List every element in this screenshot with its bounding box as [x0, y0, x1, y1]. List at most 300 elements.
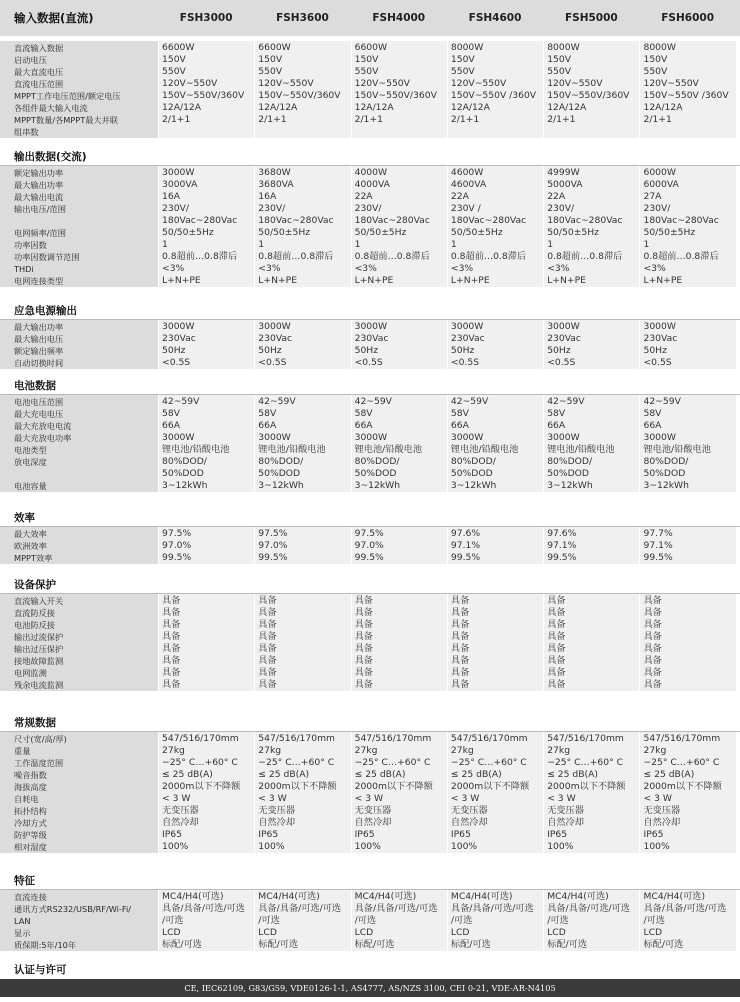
cell-value: [451, 126, 543, 138]
section-input: [0, 41, 740, 138]
cell-value: 50%DOD: [450, 468, 493, 479]
cell-value: 100%: [258, 841, 285, 852]
row-label: 电网监测: [14, 668, 47, 678]
label-column: [0, 320, 158, 369]
cell-value: 3000W: [450, 321, 484, 332]
model-column: [447, 41, 543, 138]
cell-value: ≤ 25 dB(A): [162, 769, 213, 780]
row-label: 额定输出功率: [14, 168, 64, 178]
cell-value: 3680VA: [258, 179, 294, 190]
cell-value: 97.5%: [162, 528, 192, 539]
cell-value: 42~59V: [450, 396, 489, 407]
cell-value: 4600W: [450, 167, 484, 178]
model-column: [158, 320, 254, 369]
cell-value: 547/516/170mm: [450, 733, 528, 744]
cell-value: 80%DOD/: [162, 456, 207, 467]
cell-value: 50%DOD: [258, 468, 301, 479]
row-label: 直流输入开关: [14, 596, 64, 606]
cell-value: 100%: [354, 841, 381, 852]
cell-value: −25° C…+60° C: [162, 757, 238, 768]
cell-value: −25° C…+60° C: [547, 757, 624, 768]
cell-value: 97.1%: [643, 540, 673, 551]
cell-value: /可选: [258, 915, 280, 926]
cell-value: 2/1+1: [258, 114, 287, 125]
cell-value: 550V: [258, 66, 283, 77]
cell-value: 3000W: [547, 321, 580, 332]
cell-value: 58V: [450, 408, 469, 419]
row-label: 显示: [14, 928, 31, 938]
cell-value: 无变压器: [162, 805, 199, 816]
cell-value: 具备: [450, 667, 470, 678]
section-output: [0, 149, 740, 287]
row-label: 最大输出功率: [14, 322, 64, 332]
label-column: [0, 395, 158, 492]
model-column: [543, 890, 639, 951]
cell-value: < 3 W: [354, 793, 384, 804]
cell-value: 42~59V: [258, 396, 296, 407]
cell-value: 具备: [643, 667, 662, 678]
cell-value: 无变压器: [258, 805, 296, 816]
section-title: 应急电源输出: [0, 303, 740, 320]
cell-value: <3%: [547, 263, 570, 274]
section-body: [0, 395, 740, 492]
cell-value: 180Vac~280Vac: [547, 215, 623, 226]
cell-value: 具备: [643, 679, 662, 690]
row-label: 防护等级: [14, 830, 47, 840]
model-column: [351, 166, 447, 287]
cell-value: 1: [258, 239, 265, 250]
cell-value: IP65: [258, 829, 279, 840]
cell-value: 无变压器: [354, 805, 392, 816]
cell-value: /可选: [643, 915, 665, 926]
cell-value: 标配/可选: [547, 939, 588, 950]
row-label: 直流防反接: [14, 608, 55, 618]
cell-value: 180Vac~280Vac: [643, 215, 719, 226]
cell-value: 180Vac~280Vac: [450, 215, 527, 226]
label-column: [0, 41, 158, 138]
cell-value: 2000m以下不降额: [258, 781, 337, 792]
cell-value: 150V: [450, 54, 475, 65]
cell-value: 50Hz: [258, 345, 282, 356]
cell-value: 16A: [162, 191, 180, 202]
cell-value: −25° C…+60° C: [258, 757, 335, 768]
model-column: [254, 594, 350, 691]
cell-value: ≤ 25 dB(A): [547, 769, 599, 780]
row-label: 电池类型: [14, 445, 47, 455]
cell-value: 锂电池/铅酸电池: [643, 444, 711, 455]
cell-value: 具备: [258, 667, 277, 678]
cell-value: 具备/具备/可选/可选: [547, 903, 630, 914]
cell-value: 12A/12A: [547, 102, 587, 113]
model-column: [254, 41, 350, 138]
cell-value: 50/50±5Hz: [643, 227, 696, 238]
model-column: [158, 166, 254, 287]
cell-value: < 3 W: [547, 793, 576, 804]
row-label: 电池电压范围: [14, 397, 64, 407]
label-column: [0, 166, 158, 287]
cell-value: 50Hz: [450, 345, 475, 356]
cell-value: 具备: [354, 655, 373, 666]
cell-value: L+N+PE: [162, 275, 201, 286]
cell-value: 27kg: [354, 745, 378, 756]
cell-value: 50Hz: [354, 345, 379, 356]
cell-value: 99.5%: [450, 552, 481, 563]
cell-value: ≤ 25 dB(A): [450, 769, 502, 780]
cell-value: <0.5S: [162, 357, 191, 368]
row-label: 相对湿度: [14, 842, 47, 852]
cell-value: 2000m以下不降额: [547, 781, 626, 792]
model-column: [351, 320, 447, 369]
row-label: 功率因数: [14, 240, 47, 250]
cell-value: L+N+PE: [547, 275, 586, 286]
cell-value: 0.8超前…0.8滞后: [354, 251, 430, 262]
model-column: [543, 527, 639, 564]
cell-value: <0.5S: [354, 357, 383, 368]
cell-value: 66A: [258, 420, 277, 431]
cell-value: 50/50±5Hz: [354, 227, 407, 238]
cell-value: 具备: [162, 643, 181, 654]
model-name: FSH3600: [276, 12, 329, 24]
model-column: [351, 732, 447, 853]
cell-value: 50/50±5Hz: [450, 227, 503, 238]
cell-value: [162, 126, 254, 138]
row-label: 直流电压范围: [14, 79, 64, 89]
row-label: 额定输出频率: [14, 346, 64, 356]
cell-value: 50Hz: [162, 345, 186, 356]
cell-value: 具备: [450, 643, 470, 654]
cell-value: < 3 W: [450, 793, 480, 804]
model-column: [254, 732, 350, 853]
cell-value: 27kg: [643, 745, 667, 756]
cell-value: 4600VA: [450, 179, 487, 190]
cell-value: 标配/可选: [162, 939, 202, 950]
cell-value: 0.8超前…0.8滞后: [258, 251, 334, 262]
label-column: [0, 594, 158, 691]
cell-value: 180Vac~280Vac: [354, 215, 430, 226]
cell-value: 具备: [547, 595, 566, 606]
row-label: MPPT效率: [14, 553, 53, 563]
cell-value: 3000W: [547, 432, 580, 443]
cell-value: 具备: [643, 619, 662, 630]
cell-value: 150V~550V/360V: [258, 90, 341, 101]
cell-value: 6000VA: [643, 179, 679, 190]
cell-value: 具备: [258, 655, 277, 666]
row-label: 电网频率/范围: [14, 228, 66, 238]
section-body: [0, 166, 740, 287]
model-column: [158, 527, 254, 564]
cell-value: 42~59V: [162, 396, 200, 407]
row-label: 工作温度范围: [14, 758, 64, 768]
cell-value: 99.5%: [354, 552, 384, 563]
cell-value: 2000m以下不降额: [354, 781, 433, 792]
cell-value: 97.0%: [162, 540, 192, 551]
row-label: 输出电压/范围: [14, 204, 66, 214]
cell-value: 8000W: [450, 42, 484, 53]
cell-value: 230V/: [547, 203, 575, 214]
section-certification: [0, 962, 740, 978]
row-label: 启动电压: [14, 55, 47, 65]
cell-value: 3000W: [162, 432, 195, 443]
model-column: [543, 41, 639, 138]
row-label: 尺寸(宽/高/厚): [14, 734, 67, 744]
cell-value: 80%DOD/: [354, 456, 400, 467]
cell-value: 自然冷却: [547, 817, 584, 828]
cell-value: 12A/12A: [258, 102, 298, 113]
cell-value: 6600W: [258, 42, 291, 53]
cell-value: 2000m以下不降额: [162, 781, 241, 792]
cell-value: 12A/12A: [643, 102, 683, 113]
cell-value: <0.5S: [450, 357, 480, 368]
row-label: MPPT工作电压范围/额定电压: [14, 91, 121, 101]
cell-value: 230Vac: [162, 333, 196, 344]
cell-value: 80%DOD/: [643, 456, 689, 467]
cell-value: 具备: [643, 643, 662, 654]
cell-value: 8000W: [547, 42, 580, 53]
section-body: [0, 890, 740, 951]
model-column: [639, 395, 735, 492]
cell-value: 150V~550V/360V: [547, 90, 630, 101]
cell-value: 1: [354, 239, 361, 250]
table-header: [0, 0, 740, 36]
cell-value: 具备: [450, 631, 470, 642]
cell-value: 50/50±5Hz: [162, 227, 214, 238]
cell-value: 3000W: [450, 432, 484, 443]
model-column: [639, 527, 735, 564]
cell-value: 具备/具备/可选/可选: [354, 903, 438, 914]
cell-value: /可选: [547, 915, 569, 926]
row-label: 组串数: [14, 127, 39, 137]
cell-value: <3%: [354, 263, 377, 274]
cell-value: 180Vac~280Vac: [258, 215, 334, 226]
cell-value: 1: [162, 239, 168, 250]
cell-value: IP65: [162, 829, 182, 840]
cell-value: 3000W: [258, 321, 291, 332]
cell-value: 具备: [354, 667, 373, 678]
cell-value: 3000W: [258, 432, 291, 443]
cell-value: 120V~550V: [162, 78, 218, 89]
section-title: 电池数据: [0, 378, 740, 395]
row-label: 电池防反接: [14, 620, 55, 630]
cell-value: 具备: [258, 631, 277, 642]
cell-value: IP65: [450, 829, 471, 840]
section-body: [0, 732, 740, 853]
model-column: [543, 732, 639, 853]
cell-value: 具备/具备/可选/可选: [258, 903, 342, 914]
section-title: 输出数据(交流): [0, 149, 740, 166]
cell-value: 230Vac: [354, 333, 389, 344]
cell-value: 97.0%: [258, 540, 288, 551]
cell-value: 100%: [450, 841, 478, 852]
cell-value: 27kg: [258, 745, 282, 756]
row-label: 各组件最大输入电流: [14, 103, 88, 113]
cell-value: −25° C…+60° C: [450, 757, 527, 768]
cell-value: 99.5%: [643, 552, 673, 563]
row-label: LAN: [14, 916, 31, 926]
cell-value: 230V /: [450, 203, 481, 214]
label-column: [0, 732, 158, 853]
cell-value: [547, 126, 639, 138]
cell-value: 0.8超前…0.8滞后: [547, 251, 623, 262]
row-label: 噪音指数: [14, 770, 47, 780]
row-label: 电网连接类型: [14, 276, 64, 286]
cell-value: 12A/12A: [162, 102, 202, 113]
model-column: [158, 890, 254, 951]
cell-value: 0.8超前…0.8滞后: [162, 251, 238, 262]
cell-value: 547/516/170mm: [258, 733, 335, 744]
model-column: [447, 320, 543, 369]
cell-value: 120V~550V: [258, 78, 314, 89]
cell-value: −25° C…+60° C: [354, 757, 431, 768]
cell-value: 66A: [450, 420, 469, 431]
cell-value: 50Hz: [643, 345, 667, 356]
cell-value: 230V/: [354, 203, 382, 214]
cell-value: IP65: [643, 829, 664, 840]
model-name: FSH4600: [468, 12, 522, 24]
cell-value: 具备: [643, 595, 662, 606]
cell-value: 2/1+1: [162, 114, 191, 125]
cell-value: 150V: [547, 54, 572, 65]
cell-value: 42~59V: [547, 396, 585, 407]
cell-value: 547/516/170mm: [643, 733, 721, 744]
cell-value: 100%: [547, 841, 574, 852]
section-body: [0, 594, 740, 691]
cell-value: ≤ 25 dB(A): [643, 769, 695, 780]
row-label: 放电深度: [14, 457, 47, 467]
cell-value: 66A: [354, 420, 373, 431]
cell-value: 550V: [547, 66, 572, 77]
cell-value: 120V~550V: [643, 78, 699, 89]
model-column: [254, 890, 350, 951]
cell-value: 具备: [162, 667, 181, 678]
cell-value: 3000VA: [162, 179, 198, 190]
cell-value: 锂电池/铅酸电池: [547, 444, 615, 455]
row-label: 最大直流电压: [14, 67, 64, 77]
cell-value: 2000m以下不降额: [450, 781, 530, 792]
model-name: FSH4000: [372, 12, 426, 24]
model-name: FSH5000: [564, 12, 618, 24]
model-column: [447, 395, 543, 492]
section-eps: [0, 303, 740, 369]
cell-value: <0.5S: [258, 357, 287, 368]
cell-value: 150V~550V /360V: [643, 90, 729, 101]
model-column: [351, 395, 447, 492]
cell-value: L+N+PE: [354, 275, 394, 286]
cell-value: 58V: [258, 408, 277, 419]
row-label: 残余电流监测: [14, 680, 64, 690]
cell-value: 具备: [547, 619, 566, 630]
cell-value: 3000W: [354, 321, 388, 332]
cell-value: 4999W: [547, 167, 580, 178]
cell-value: 150V~550V/360V: [162, 90, 245, 101]
cell-value: LCD: [354, 927, 374, 938]
cell-value: L+N+PE: [643, 275, 683, 286]
cell-value: 58V: [162, 408, 180, 419]
cell-value: 27kg: [547, 745, 571, 756]
cell-value: 50%DOD: [354, 468, 397, 479]
cell-value: <3%: [643, 263, 666, 274]
cell-value: 3680W: [258, 167, 291, 178]
section-title: 常规数据: [0, 715, 740, 732]
cell-value: 230V/: [162, 203, 189, 214]
model-column: [158, 41, 254, 138]
cell-value: MC4/H4(可选): [547, 891, 609, 902]
cell-value: 230V/: [258, 203, 286, 214]
row-label: MPPT数量/各MPPT最大并联: [14, 115, 118, 125]
row-label: 海拔高度: [14, 782, 47, 792]
cell-value: 具备: [162, 595, 181, 606]
cell-value: 100%: [643, 841, 670, 852]
cell-value: 具备: [643, 607, 662, 618]
cell-value: 50/50±5Hz: [547, 227, 599, 238]
cell-value: 16A: [258, 191, 277, 202]
row-label: 最大效率: [14, 529, 47, 539]
cell-value: 80%DOD/: [258, 456, 304, 467]
cell-value: 5000VA: [547, 179, 583, 190]
cell-value: MC4/H4(可选): [450, 891, 513, 902]
cell-value: 具备/具备/可选/可选: [450, 903, 534, 914]
cell-value: IP65: [354, 829, 375, 840]
cell-value: 无变压器: [547, 805, 584, 816]
certification-title: 认证与许可: [14, 964, 67, 976]
cell-value: 27kg: [450, 745, 474, 756]
cell-value: <3%: [258, 263, 281, 274]
model-column: [351, 41, 447, 138]
model-column: [158, 395, 254, 492]
cell-value: 3~12kWh: [162, 480, 208, 491]
cell-value: 150V: [162, 54, 186, 65]
cell-value: <3%: [162, 263, 185, 274]
cell-value: <0.5S: [643, 357, 672, 368]
cell-value: 具备: [354, 595, 373, 606]
cell-value: 180Vac~280Vac: [162, 215, 238, 226]
cell-value: 150V: [643, 54, 668, 65]
model-name: FSH3000: [179, 12, 233, 24]
model-column: [543, 166, 639, 287]
cell-value: 具备: [643, 655, 662, 666]
cell-value: 27A: [643, 191, 662, 202]
cell-value: <0.5S: [547, 357, 576, 368]
cell-value: 0.8超前…0.8滞后: [643, 251, 719, 262]
row-label: 最大输出电流: [14, 192, 64, 202]
section-title: 设备保护: [0, 577, 740, 594]
cell-value: 具备: [354, 619, 373, 630]
cell-value: 具备: [258, 679, 277, 690]
cell-value: < 3 W: [162, 793, 191, 804]
cell-value: 具备: [162, 619, 181, 630]
model-column: [158, 594, 254, 691]
cell-value: 550V: [354, 66, 379, 77]
cell-value: LCD: [643, 927, 663, 938]
section-battery: [0, 378, 740, 492]
cell-value: 具备: [258, 643, 277, 654]
cell-value: 自然冷却: [450, 817, 488, 828]
cell-value: 66A: [643, 420, 662, 431]
cell-value: 无变压器: [643, 805, 681, 816]
cell-value: 具备: [162, 655, 181, 666]
cell-value: 547/516/170mm: [354, 733, 432, 744]
cell-value: ≤ 25 dB(A): [258, 769, 310, 780]
cell-value: 3000W: [162, 321, 195, 332]
cell-value: 具备: [162, 607, 181, 618]
cell-value: 具备: [547, 631, 566, 642]
cell-value: 550V: [162, 66, 186, 77]
cell-value: 50Hz: [547, 345, 571, 356]
cell-value: /可选: [162, 915, 184, 926]
section-features: [0, 873, 740, 951]
cell-value: −25° C…+60° C: [643, 757, 720, 768]
cell-value: 锂电池/铅酸电池: [258, 444, 326, 455]
cell-value: 97.5%: [258, 528, 288, 539]
